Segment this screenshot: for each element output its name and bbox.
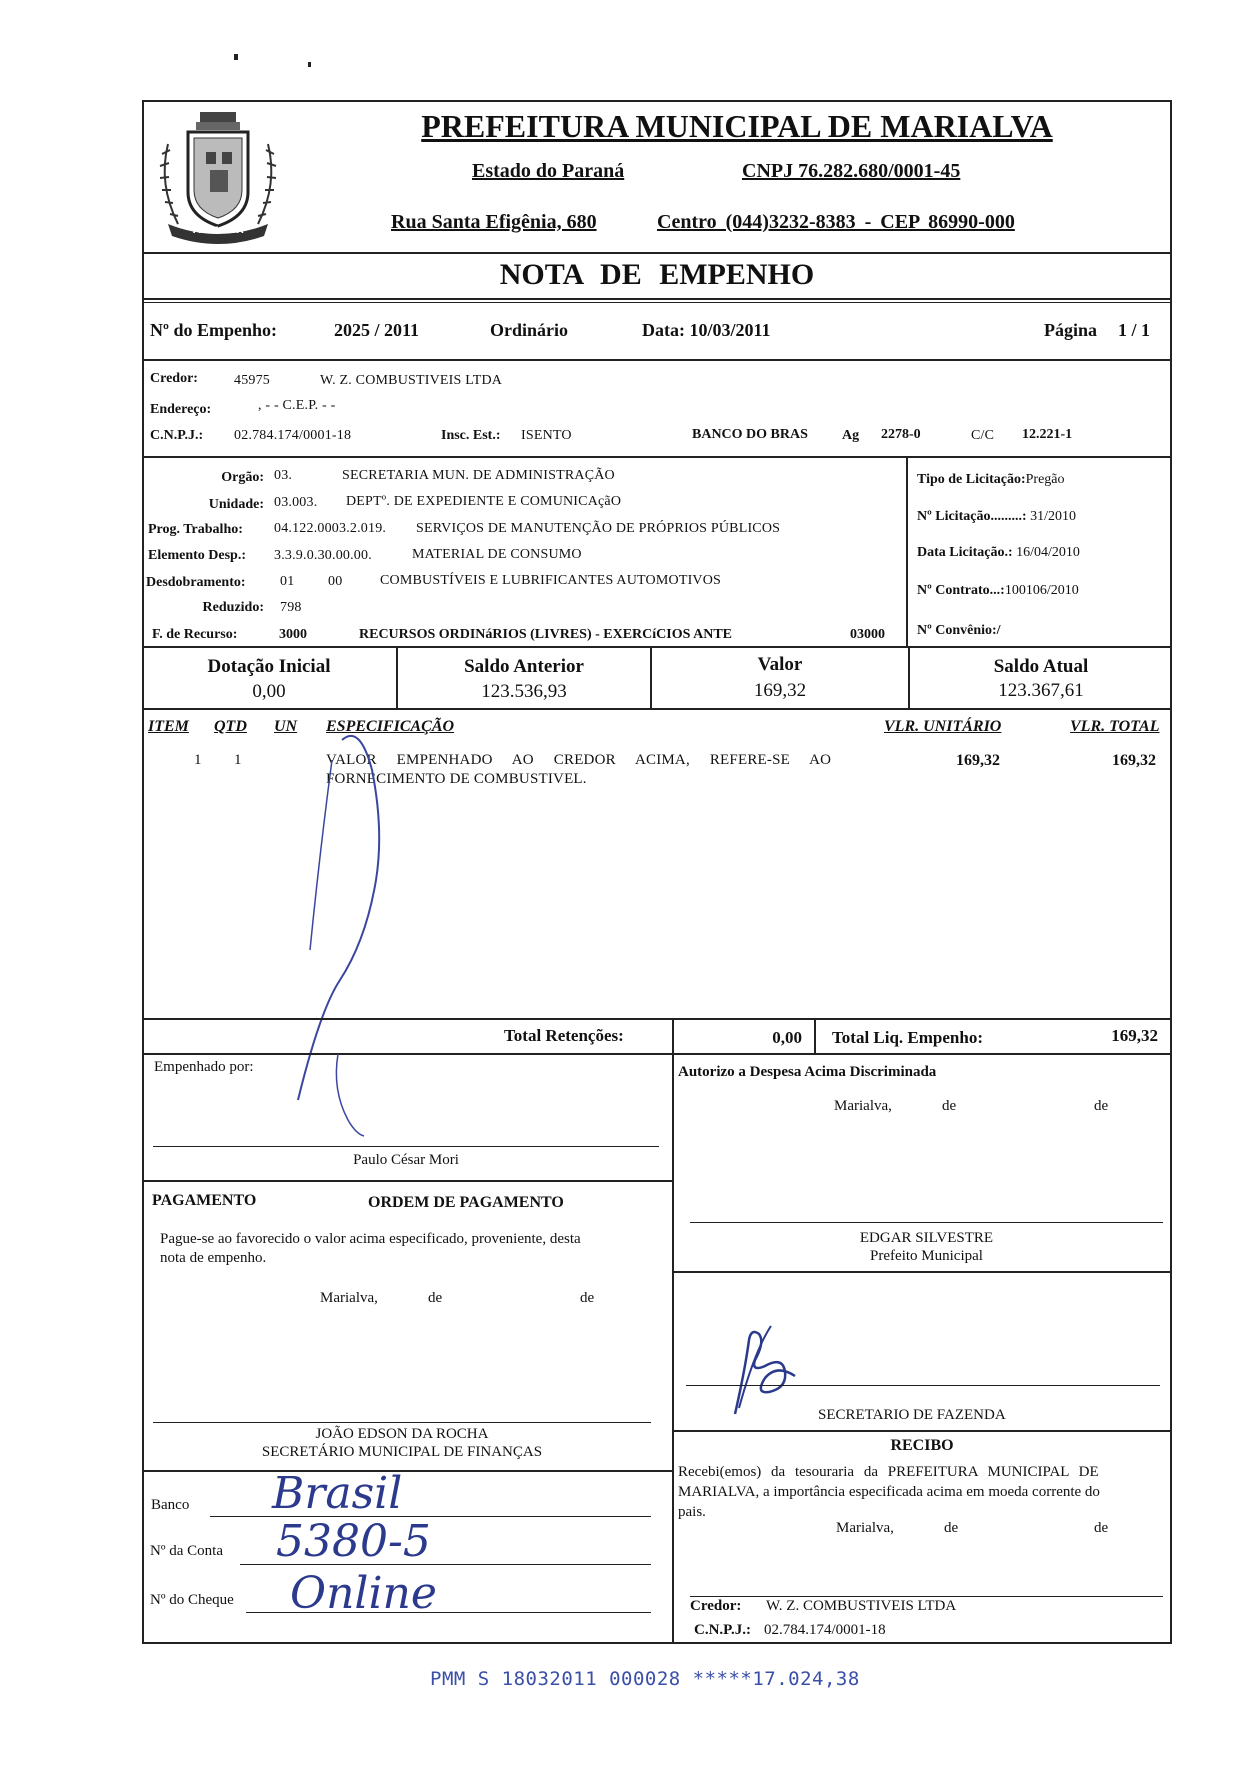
endereco-value: , - - C.E.P. - - <box>258 398 336 413</box>
ordem-pagamento-label: ORDEM DE PAGAMENTO <box>368 1194 564 1211</box>
agency-label: Ag <box>842 428 860 443</box>
divider <box>142 298 1172 300</box>
divider <box>142 252 1172 254</box>
scan-mark <box>234 54 238 60</box>
orgao-value: SECRETARIA MUN. DE ADMINISTRAÇÃO <box>342 468 615 483</box>
recibo-cnpj-label: C.N.P.J.: <box>694 1622 751 1638</box>
divider <box>814 1018 816 1054</box>
dotacao-value: 0,00 <box>252 681 286 702</box>
retencoes-value: 0,00 <box>772 1028 802 1047</box>
signature-line <box>690 1596 1163 1597</box>
autorizo-de2: de <box>1094 1098 1109 1114</box>
retencoes-label: Total Retenções: <box>504 1026 624 1045</box>
insc-label: Insc. Est.: <box>441 428 501 443</box>
pagamento-text-line2: nota de empenho. <box>160 1250 267 1266</box>
licitacao-tipo: Pregão <box>1025 472 1065 487</box>
recurso-label: F. de Recurso: <box>152 627 238 642</box>
desdobramento-label: Desdobramento: <box>146 575 246 590</box>
divider <box>142 1018 1172 1020</box>
row-item: 1 <box>194 752 202 768</box>
crest-ribbon-text: MARIALVA <box>192 226 244 236</box>
row-spec-line2: FORNECIMENTO DE COMBUSTIVEL. <box>326 771 587 787</box>
page-number: 1 / 1 <box>1118 320 1151 340</box>
autorizo-de1: de <box>942 1098 957 1114</box>
autorizo-label: Autorizo a Despesa Acima Discriminada <box>678 1064 937 1080</box>
recibo-de1: de <box>944 1520 959 1536</box>
scan-mark <box>308 62 311 67</box>
signature-line <box>153 1422 651 1423</box>
credor-name: W. Z. COMBUSTIVEIS LTDA <box>320 373 503 388</box>
saldo-anterior-label: Saldo Anterior <box>464 656 584 677</box>
convenio-label: Nº Convênio:/ <box>917 623 1001 638</box>
payment-stamp: PMM S 18032011 000028 *****17.024,38 <box>430 1668 860 1690</box>
reduzido-label: Reduzido: <box>202 600 264 615</box>
saldo-anterior-value: 123.536,93 <box>481 681 567 702</box>
reduzido-value: 798 <box>280 600 302 615</box>
licitacao-tipo-label: Tipo de Licitação:Pregão <box>917 472 1065 487</box>
recibo-line1: Recebi(emos) da tesouraria da PREFEITURA MUNICIPAL DE <box>678 1464 1099 1480</box>
recibo-line3: pais. <box>678 1504 706 1520</box>
account-label: C/C <box>971 428 995 443</box>
divider <box>672 1018 674 1054</box>
header-state: Estado do Paraná <box>472 160 625 182</box>
unidade-code: 03.003. <box>274 495 318 510</box>
liq-label: Total Liq. Empenho: <box>832 1028 983 1047</box>
cheque-handwritten: Online <box>290 1568 437 1619</box>
page-label: Página <box>1044 320 1098 340</box>
licitacao-data: 16/04/2010 <box>1016 545 1080 560</box>
divider <box>142 1470 672 1472</box>
recurso-value: RECURSOS ORDINáRIOS (LIVRES) - EXERCíCIOS ANTE <box>359 627 733 642</box>
signature-line <box>690 1222 1163 1223</box>
valor-label: Valor <box>757 654 803 675</box>
empenhado-signer: Paulo César Mori <box>353 1152 459 1168</box>
col-vlr-total: VLR. TOTAL <box>1070 718 1160 735</box>
row-qtd: 1 <box>234 752 242 768</box>
divider <box>672 1430 1172 1432</box>
autorizo-place: Marialva, <box>834 1098 892 1114</box>
banco-label: Banco <box>151 1497 190 1513</box>
header-title: PREFEITURA MUNICIPAL DE MARIALVA <box>421 108 1053 144</box>
contrato-label: Nº Contrato...:100106/2010 <box>917 583 1079 598</box>
col-qtd: QTD <box>214 718 247 735</box>
fazenda-role: SECRETARIO DE FAZENDA <box>818 1407 1006 1423</box>
dotacao-label: Dotação Inicial <box>207 656 331 677</box>
licitacao-num-label: Nº Licitação.........: 31/2010 <box>917 509 1076 524</box>
mayor-role: Prefeito Municipal <box>870 1248 983 1264</box>
pagamento-de1: de <box>428 1290 443 1306</box>
recibo-cnpj: 02.784.174/0001-18 <box>764 1622 886 1638</box>
finance-secretary-name: JOÃO EDSON DA ROCHA <box>315 1426 489 1442</box>
saldo-atual-label: Saldo Atual <box>993 656 1089 677</box>
divider <box>142 646 1172 648</box>
empenho-type: Ordinário <box>490 320 569 340</box>
pen-stroke <box>330 1050 390 1140</box>
licitacao-data-label: Data Licitação.: 16/04/2010 <box>917 545 1080 560</box>
recibo-credor: W. Z. COMBUSTIVEIS LTDA <box>766 1598 957 1614</box>
pagamento-place: Marialva, <box>320 1290 378 1306</box>
finance-secretary-role: SECRETÁRIO MUNICIPAL DE FINANÇAS <box>261 1444 543 1460</box>
row-total-value: 169,32 <box>1112 752 1156 769</box>
conta-handwritten: 5380-5 <box>276 1516 431 1567</box>
row-unit-value: 169,32 <box>956 752 1000 769</box>
divider <box>142 302 1172 303</box>
divider <box>142 1180 672 1182</box>
municipal-crest <box>148 104 288 252</box>
recibo-credor-label: Credor: <box>690 1598 742 1614</box>
recibo-title: RECIBO <box>890 1437 954 1454</box>
prog-label: Prog. Trabalho: <box>148 522 243 537</box>
row-spec-line1: VALOR EMPENHADO AO CREDOR ACIMA, REFERE-SE AO <box>326 752 832 768</box>
signature-line <box>686 1385 1160 1386</box>
divider <box>906 456 908 646</box>
credor-label: Credor: <box>150 371 198 386</box>
valor-value: 169,32 <box>753 680 807 701</box>
banco-handwritten: Brasil <box>272 1468 403 1519</box>
header-cnpj: CNPJ 76.282.680/0001-45 <box>742 160 961 182</box>
elemento-value: MATERIAL DE CONSUMO <box>412 547 582 562</box>
desdobramento-code1: 01 <box>280 574 295 589</box>
recibo-line2: MARIALVA, a importância especificada acima em moeda corrente do <box>678 1484 1100 1500</box>
header-address: Rua Santa Efigênia, 680 <box>391 211 597 233</box>
credor-cnpj-label: C.N.P.J.: <box>150 428 204 443</box>
cheque-label: Nº do Cheque <box>150 1592 234 1608</box>
pagamento-de2: de <box>580 1290 595 1306</box>
liq-value: 169,32 <box>1111 1026 1158 1045</box>
orgao-code: 03. <box>274 468 293 483</box>
divider <box>142 708 1172 710</box>
divider <box>672 1271 1172 1273</box>
unidade-value: DEPTº. DE EXPEDIENTE E COMUNICAçãO <box>346 494 622 509</box>
mayor-name: EDGAR SILVESTRE <box>859 1230 994 1246</box>
desdobramento-value: COMBUSTÍVEIS E LUBRIFICANTES AUTOMOTIVOS <box>380 573 722 588</box>
prog-value: SERVIÇOS DE MANUTENÇÃO DE PRÓPRIOS PÚBLICOS <box>416 521 781 536</box>
contrato-value: 100106/2010 <box>1004 583 1079 598</box>
recurso-code2: 03000 <box>850 627 885 642</box>
empenho-date: Data: 10/03/2011 <box>642 320 771 340</box>
divider <box>142 359 1172 361</box>
doc-title: NOTA DE EMPENHO <box>499 258 815 291</box>
signature-line <box>153 1146 659 1147</box>
header-contact: Centro (044)3232-8383 - CEP 86990-000 <box>657 211 1015 233</box>
col-especificacao: ESPECIFICAÇÃO <box>326 718 455 735</box>
unidade-label: Unidade: <box>208 497 264 512</box>
credor-code: 45975 <box>234 373 270 388</box>
elemento-label: Elemento Desp.: <box>148 548 246 563</box>
divider <box>142 456 1172 458</box>
prog-code: 04.122.0003.2.019. <box>274 521 387 536</box>
saldo-atual-value: 123.367,61 <box>998 680 1084 701</box>
recurso-code: 3000 <box>279 627 307 642</box>
agency-value: 2278-0 <box>881 427 921 442</box>
col-vlr-unitario: VLR. UNITÁRIO <box>884 718 1002 735</box>
licitacao-num: 31/2010 <box>1030 509 1076 524</box>
orgao-label: Orgão: <box>221 470 264 485</box>
account-value: 12.221-1 <box>1022 427 1073 442</box>
divider <box>142 1053 1172 1055</box>
empenhado-label: Empenhado por: <box>154 1059 254 1075</box>
fazenda-signature <box>725 1320 805 1420</box>
divider <box>672 1053 674 1644</box>
conta-label: Nº da Conta <box>150 1543 223 1559</box>
desdobramento-code2: 00 <box>328 574 343 589</box>
empenho-label: Nº do Empenho: <box>150 320 277 340</box>
credor-cnpj: 02.784.174/0001-18 <box>234 428 352 443</box>
recibo-place: Marialva, <box>836 1520 894 1536</box>
insc-value: ISENTO <box>521 428 572 443</box>
recibo-de2: de <box>1094 1520 1109 1536</box>
pagamento-label: PAGAMENTO <box>152 1192 257 1209</box>
empenho-number: 2025 / 2011 <box>334 320 420 340</box>
col-un: UN <box>274 718 298 735</box>
endereco-label: Endereço: <box>150 402 212 417</box>
elemento-code: 3.3.9.0.30.00.00. <box>274 548 372 563</box>
col-item: ITEM <box>148 718 189 735</box>
pagamento-text-line1: Pague-se ao favorecido o valor acima especificado, proveniente, desta <box>160 1231 581 1247</box>
bank-name: BANCO DO BRAS <box>692 427 808 442</box>
